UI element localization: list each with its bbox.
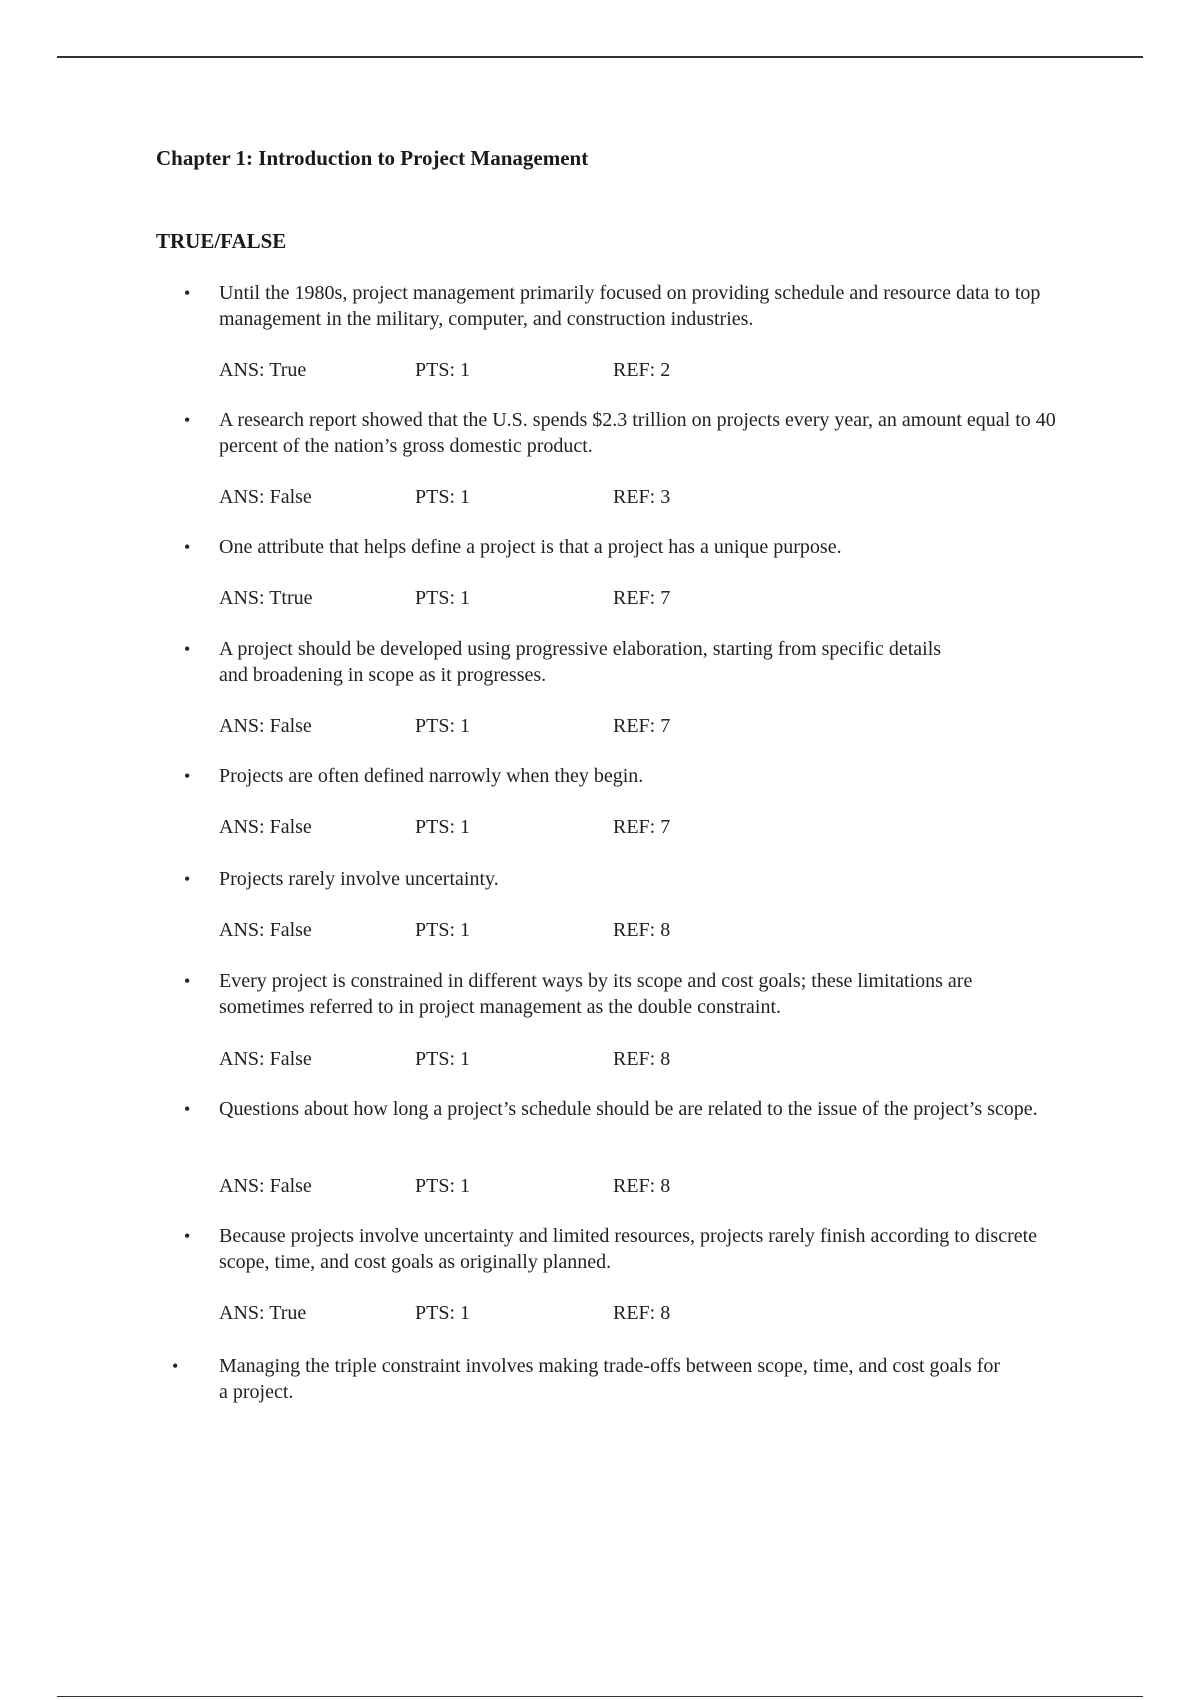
points-value: PTS: 1	[415, 715, 471, 737]
bullet-icon: •	[184, 639, 191, 659]
reference-value: REF: 2	[613, 359, 671, 381]
answer-row	[219, 1173, 819, 1199]
reference-value: REF: 3	[613, 486, 671, 508]
bullet-icon: •	[184, 766, 191, 786]
reference-value: REF: 8	[613, 1048, 671, 1070]
question-item	[0, 280, 1200, 400]
reference-value: REF: 7	[613, 715, 671, 737]
bullet-icon: •	[172, 1356, 179, 1376]
question-text: A project should be developed using progressive elaboration, starting from specific details and broadening in scope as it progresses.	[219, 638, 942, 686]
chapter-title: Chapter 1: Introduction to Project Management	[156, 146, 589, 170]
answer-value: ANS: False	[219, 1175, 312, 1197]
question-text: Because projects involve uncertainty and limited resources, projects rarely finish according to discrete scope, time, and cost goals as originally planned.	[219, 1225, 1038, 1273]
points-value: PTS: 1	[415, 486, 471, 508]
answer-value: ANS: False	[219, 816, 312, 838]
reference-value: REF: 8	[613, 1302, 671, 1324]
section-title: TRUE/FALSE	[156, 229, 287, 253]
question-item	[0, 407, 1200, 527]
answer-row	[219, 917, 819, 943]
answer-row	[219, 357, 819, 383]
answer-row	[219, 814, 819, 840]
reference-value: REF: 7	[613, 816, 671, 838]
question-text: Questions about how long a project’s schedule should be are related to the issue of the project’s scope.	[219, 1098, 1038, 1120]
bullet-icon: •	[184, 971, 191, 991]
question-item	[0, 534, 1200, 624]
answer-value: ANS: False	[219, 486, 312, 508]
bullet-icon: •	[184, 283, 191, 303]
bullet-icon: •	[184, 1099, 191, 1119]
question-text: Every project is constrained in different ways by its scope and cost goals; these limitations are sometimes referred to in project management as the double constraint.	[219, 970, 973, 1018]
question-item	[0, 636, 1200, 756]
points-value: PTS: 1	[415, 1048, 471, 1070]
question-text: Projects are often defined narrowly when they begin.	[219, 765, 644, 787]
question-text: One attribute that helps define a project is that a project has a unique purpose.	[219, 536, 842, 558]
points-value: PTS: 1	[415, 919, 471, 941]
question-item	[0, 1353, 1200, 1413]
bullet-icon: •	[184, 1226, 191, 1246]
question-text: Projects rarely involve uncertainty.	[219, 868, 499, 890]
bottom-rule	[57, 1696, 1143, 1697]
reference-value: REF: 8	[613, 1175, 671, 1197]
question-item	[0, 763, 1200, 853]
question-item	[0, 1223, 1200, 1343]
points-value: PTS: 1	[415, 1302, 471, 1324]
question-text: A research report showed that the U.S. spends $2.3 trillion on projects every year, an amount equal to 40 percent of the nation’s gross domestic product.	[219, 409, 1056, 457]
answer-row	[219, 585, 819, 611]
bullet-icon: •	[184, 869, 191, 889]
answer-value: ANS: True	[219, 359, 307, 381]
reference-value: REF: 7	[613, 587, 671, 609]
bullet-icon: •	[184, 537, 191, 557]
answer-row	[219, 484, 819, 510]
answer-row	[219, 713, 819, 739]
answer-value: ANS: False	[219, 1048, 312, 1070]
question-item	[0, 1096, 1200, 1216]
bullet-icon: •	[184, 410, 191, 430]
points-value: PTS: 1	[415, 359, 471, 381]
question-item	[0, 968, 1200, 1088]
top-rule	[57, 56, 1143, 58]
answer-value: ANS: True	[219, 1302, 307, 1324]
answer-row	[219, 1300, 819, 1326]
points-value: PTS: 1	[415, 587, 471, 609]
question-text: Until the 1980s, project management primarily focused on providing schedule and resource data to top management in the military, computer, and construction industries.	[219, 282, 1041, 330]
points-value: PTS: 1	[415, 816, 471, 838]
question-text: Managing the triple constraint involves making trade-offs between scope, time, and cost goals for a project.	[219, 1355, 1001, 1403]
answer-value: ANS: False	[219, 715, 312, 737]
question-item	[0, 866, 1200, 956]
reference-value: REF: 8	[613, 919, 671, 941]
answer-value: ANS: False	[219, 919, 312, 941]
points-value: PTS: 1	[415, 1175, 471, 1197]
answer-value: ANS: Ttrue	[219, 587, 313, 609]
answer-row	[219, 1046, 819, 1072]
